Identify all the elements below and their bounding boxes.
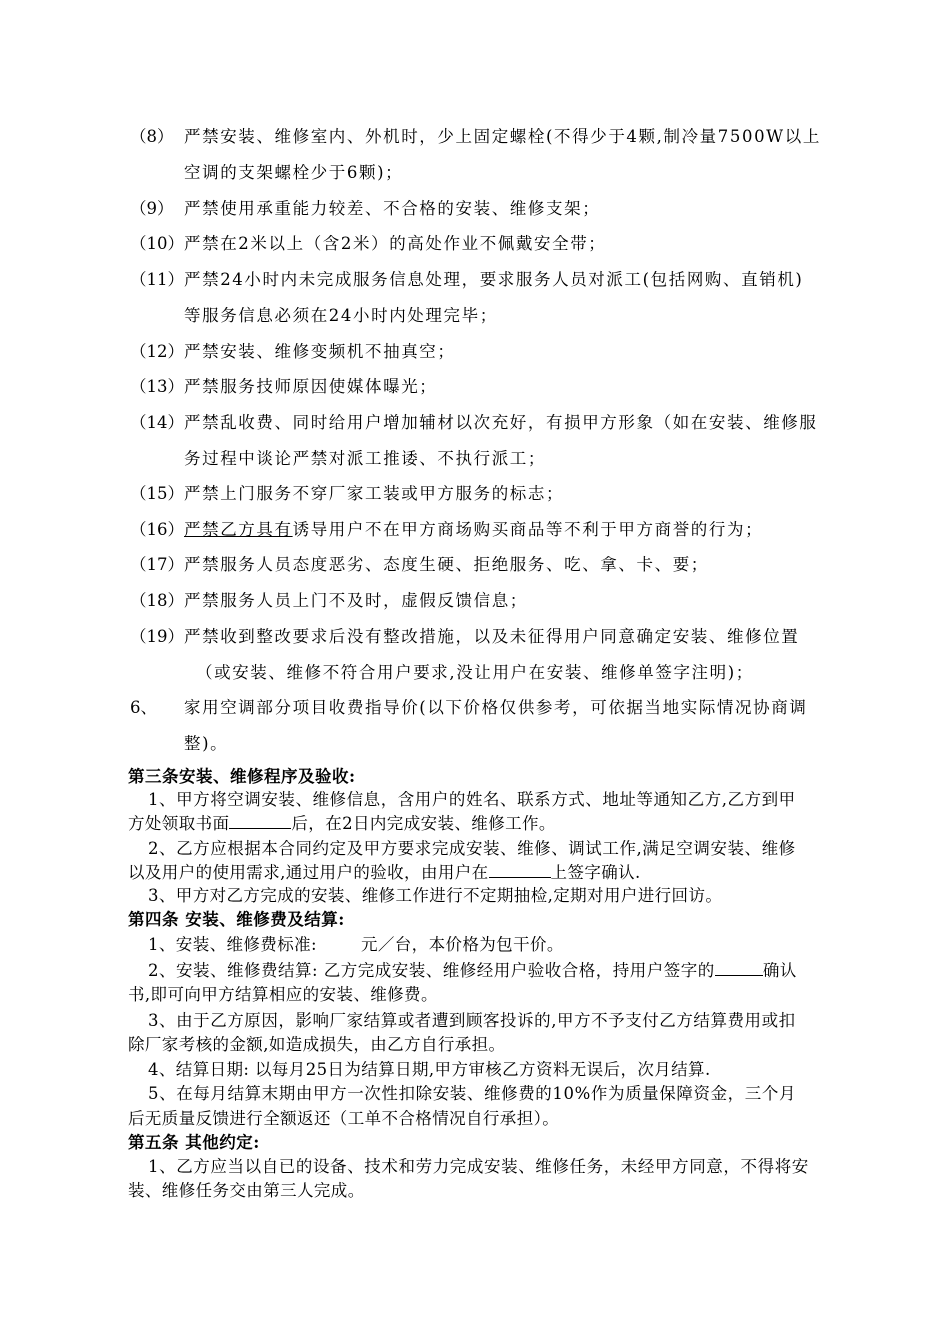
- item-number: （14）: [130, 413, 184, 432]
- paragraph-line: 方处领取书面 后，在2日内完成安装、维修工作。: [128, 814, 556, 833]
- paragraph-line: 以及用户的使用需求,通过用户的验收，由用户在 上签字确认.: [128, 863, 641, 882]
- section-number: 6、: [130, 698, 157, 717]
- paragraph-line: 4、结算日期: 以每月25日为结算日期,甲方审核乙方资料无误后，次月结算.: [148, 1060, 711, 1079]
- item-number: （9）: [130, 199, 174, 218]
- item-text: 严禁收到整改要求后没有整改措施，以及未征得用户同意确定安装、维修位置: [184, 627, 800, 646]
- paragraph-line: 3、甲方对乙方完成的安装、维修工作进行不定期抽检,定期对用户进行回访。: [148, 886, 723, 905]
- paragraph-line: 3、由于乙方原因，影响厂家结算或者遭到顾客投诉的,甲方不予支付乙方结算费用或扣: [148, 1011, 796, 1030]
- item-text: 严禁乱收费、同时给用户增加辅材以次充好，有损甲方形象（如在安装、维修服: [184, 413, 818, 432]
- item-number: （10）: [130, 234, 184, 253]
- paragraph-line: 1、甲方将空调安装、维修信息，含用户的姓名、联系方式、地址等通知乙方,乙方到甲: [148, 790, 796, 809]
- item-number: （11）: [130, 270, 184, 289]
- item-number: （16）: [130, 520, 184, 539]
- paragraph-line: 1、安装、维修费标准: 元／台，本价格为包干价。: [148, 935, 564, 954]
- item-number: （13）: [130, 377, 184, 396]
- item-number: （17）: [130, 555, 184, 574]
- fill-in-blank: [715, 959, 763, 976]
- section-text-continued: 整)。: [184, 734, 229, 753]
- item-number: （15）: [130, 484, 184, 503]
- fill-in-blank: [489, 861, 551, 878]
- paragraph-line: 书,即可向甲方结算相应的安装、维修费。: [128, 985, 438, 1004]
- paragraph-line: 后无质量反馈进行全额返还（工单不合格情况自行承担）。: [128, 1109, 560, 1128]
- item-text: 严禁24小时内未完成服务信息处理，要求服务人员对派工(包括网购、直销机): [184, 270, 804, 289]
- item-text: 严禁服务人员上门不及时，虚假反馈信息；: [184, 591, 528, 610]
- item-text-continued: 空调的支架螺栓少于6颗)；: [184, 163, 404, 182]
- item-text-continued: 务过程中谈论严禁对派工推诿、不执行派工；: [184, 449, 546, 468]
- item-text: 严禁使用承重能力较差、不合格的安装、维修支架；: [184, 199, 601, 218]
- item-number: （12）: [130, 342, 184, 361]
- fill-in-blank: [229, 812, 291, 829]
- item-text-rest: 诱导用户不在甲方商场购买商品等不利于甲方商誉的行为；: [292, 520, 764, 539]
- item-text: 严禁安装、维修室内、外机时，少上固定螺栓(不得少于4颗,制冷量7500W以上: [184, 127, 821, 146]
- item-text: 严禁在2米以上（含2米）的高处作业不佩戴安全带；: [184, 234, 607, 253]
- paragraph-line: 装、维修任务交由第三人完成。: [128, 1181, 365, 1200]
- article-4-heading: 第四条 安装、维修费及结算:: [128, 910, 345, 929]
- item-text: 严禁服务人员态度恶劣、态度生硬、拒绝服务、吃、拿、卡、要；: [184, 555, 709, 574]
- item-number: （8）: [130, 127, 174, 146]
- item-text-continued: 等服务信息必须在24小时内处理完毕；: [184, 306, 498, 325]
- item-number: （19）: [130, 627, 184, 646]
- paragraph-line: 2、乙方应根据本合同约定及甲方要求完成安装、维修、调试工作,满足空调安装、维修: [148, 839, 796, 858]
- paragraph-line: 1、乙方应当以自已的设备、技术和劳力完成安装、维修任务，未经甲方同意，不得将安: [148, 1157, 809, 1176]
- item-number: （18）: [130, 591, 184, 610]
- item-text: [184, 519, 763, 541]
- article-5-heading: 第五条 其他约定:: [128, 1133, 260, 1152]
- item-text: 严禁上门服务不穿厂家工装或甲方服务的标志；: [184, 484, 565, 503]
- underlined-text: 严禁乙方具有: [184, 520, 293, 539]
- paragraph-line: 除厂家考核的金额,如造成损失，由乙方自行承担。: [128, 1035, 506, 1054]
- item-text: 严禁安装、维修变频机不抽真空；: [184, 342, 456, 361]
- item-text-continued: （或安装、维修不符合用户要求,没让用户在安装、维修单签字注明)；: [196, 663, 754, 682]
- section-text: 家用空调部分项目收费指导价(以下价格仅供参考，可依据当地实际情况协商调: [184, 698, 808, 717]
- paragraph-line: 2、安装、维修费结算: 乙方完成安装、维修经用户验收合格，持用户签字的 确认: [148, 961, 797, 980]
- article-3-heading: 第三条安装、维修程序及验收:: [128, 767, 356, 786]
- item-text: 严禁服务技师原因使媒体曝光；: [184, 377, 438, 396]
- paragraph-line: 5、在每月结算末期由甲方一次性扣除安装、维修费的10%作为质量保障资金，三个月: [148, 1084, 797, 1103]
